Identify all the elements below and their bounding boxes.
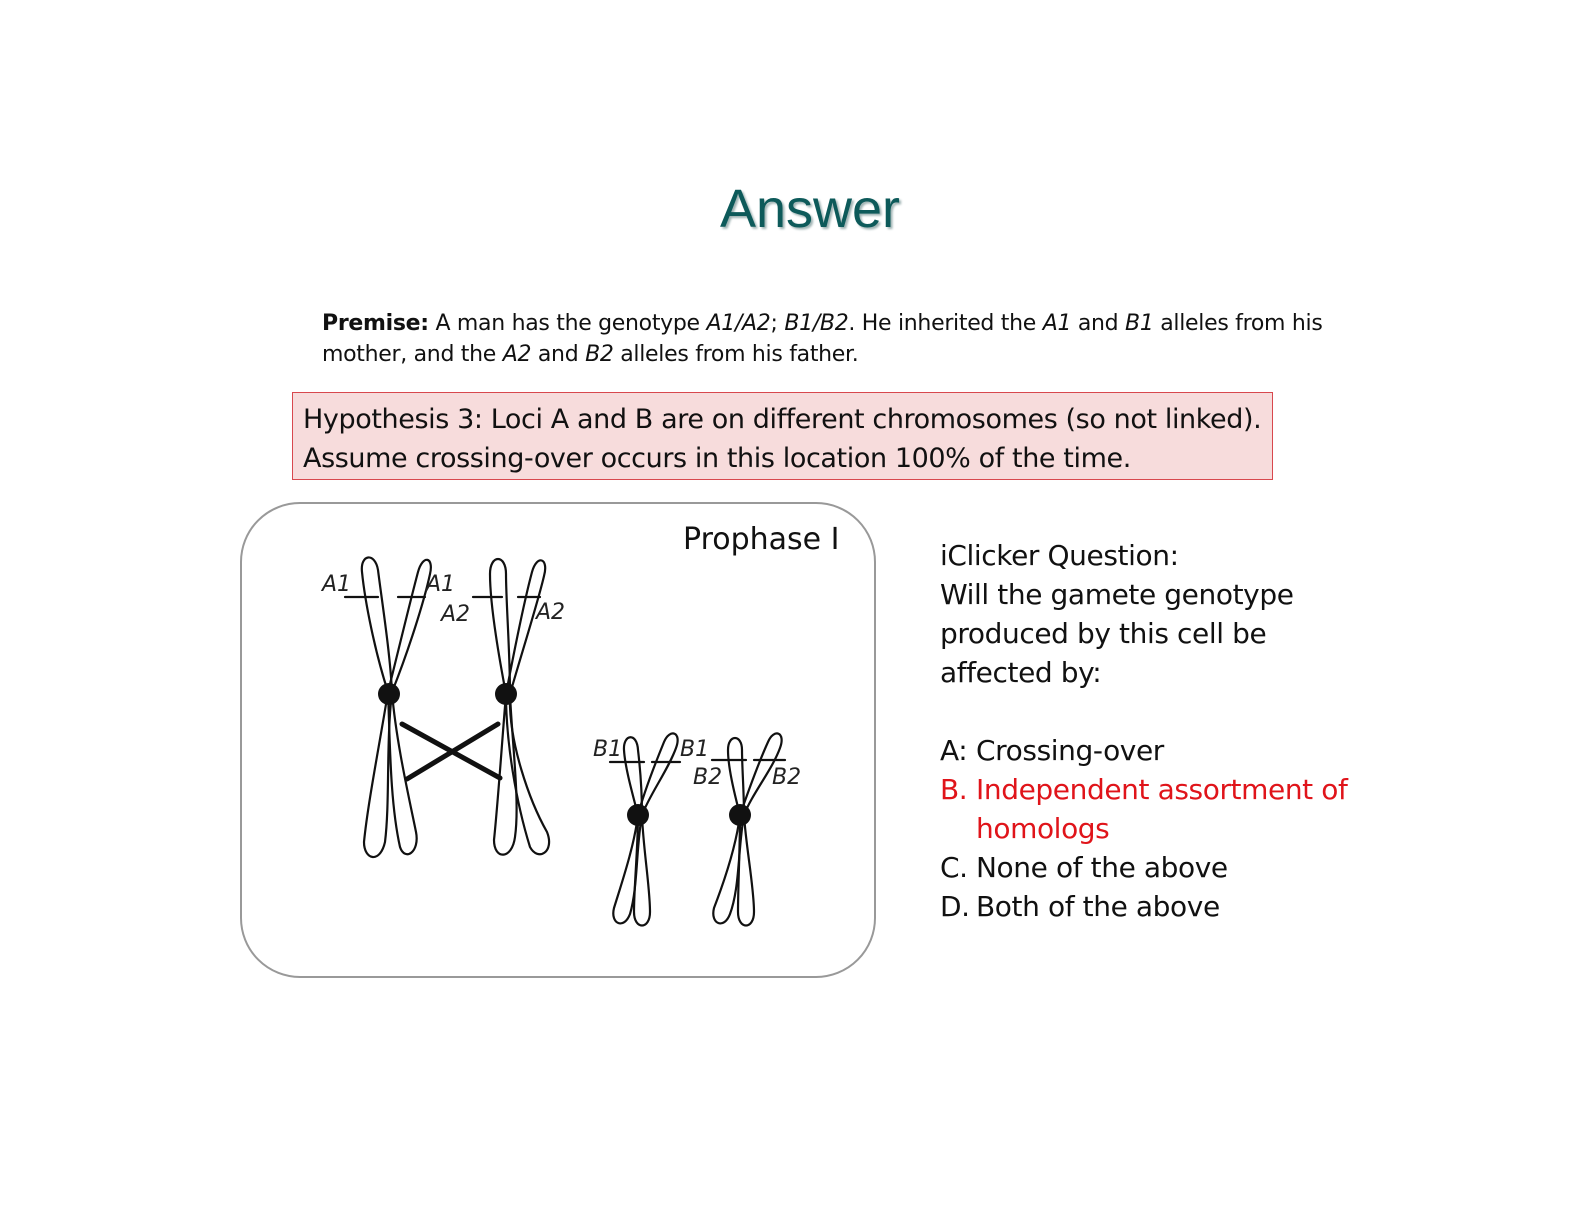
allele-label-b2-right: B2 [772,765,802,790]
premise-text [322,308,1332,370]
premise-fragment: A man has the genotype [428,311,707,336]
premise-fragment: alleles from his father. [613,342,859,367]
centromere-b-right [729,804,751,826]
chromosome-diagram [240,502,876,978]
iclicker-question [940,536,1340,692]
chromosome-a-left [362,557,431,857]
crossover-mark [402,724,500,779]
hypothesis-line-2: Assume crossing-over occurs in this location 100% of the time. [303,443,1131,474]
premise-fragment: ; [770,311,785,336]
genotype-term: B1/B2 [784,311,849,336]
question-line: iClicker Question: [940,539,1179,572]
allele-label-a1-left: A1 [322,572,352,597]
genotype-term: A2 [502,342,532,367]
question-line: produced by this cell be [940,617,1267,650]
stage-label: Prophase I [683,522,840,557]
chromatid-b1-left [624,737,650,925]
chromatid-a1-right [364,560,431,857]
question-line: Will the gamete genotype [940,578,1294,611]
option-d[interactable] [940,887,1360,926]
option-text: Crossing-over [976,734,1164,767]
option-text: Both of the above [976,890,1220,923]
premise-fragment: alleles from his mother, and the [322,311,1323,367]
genotype-term: B2 [585,342,614,367]
centromere-b-left [627,804,649,826]
premise-body [322,311,1323,367]
option-text: Independent assortment of homologs [976,773,1348,845]
premise-fragment: and [531,342,586,367]
chromatid-b2-right [713,733,781,923]
option-letter: A: [940,734,968,767]
slide-title: Answer [719,179,901,239]
allele-label-a2-right: A2 [536,600,566,625]
premise-fragment: . He inherited the [848,311,1043,336]
centromere-right [495,683,517,705]
option-text: None of the above [976,851,1228,884]
premise-label: Premise: [322,311,429,336]
genotype-term: A1 [1042,311,1072,336]
allele-label-a1-right: A1 [426,572,456,597]
allele-label-b1-left: B1 [593,737,623,762]
answer-options [940,731,1360,926]
option-b[interactable] [940,770,1360,848]
option-letter: B. [940,773,968,806]
allele-label-b1-right: B1 [680,737,710,762]
chromatid-a1-left [362,557,417,854]
genotype-term: A1/A2 [706,311,771,336]
option-letter: C. [940,851,968,884]
question-line: affected by: [940,656,1102,689]
option-letter: D. [940,890,970,923]
allele-label-a2-left: A2 [441,602,471,627]
option-a[interactable] [940,731,1360,770]
genotype-term: B1 [1125,311,1154,336]
chromatid-a2-left [490,559,517,855]
hypothesis-box [292,392,1273,480]
allele-label-b2-left: B2 [693,765,723,790]
hypothesis-line-1: Hypothesis 3: Loci A and B are on different chromosomes (so not linked). [303,404,1262,435]
premise-fragment: and [1071,311,1126,336]
option-c[interactable] [940,848,1360,887]
chromosome-b-right [713,733,781,925]
centromere-left [378,683,400,705]
